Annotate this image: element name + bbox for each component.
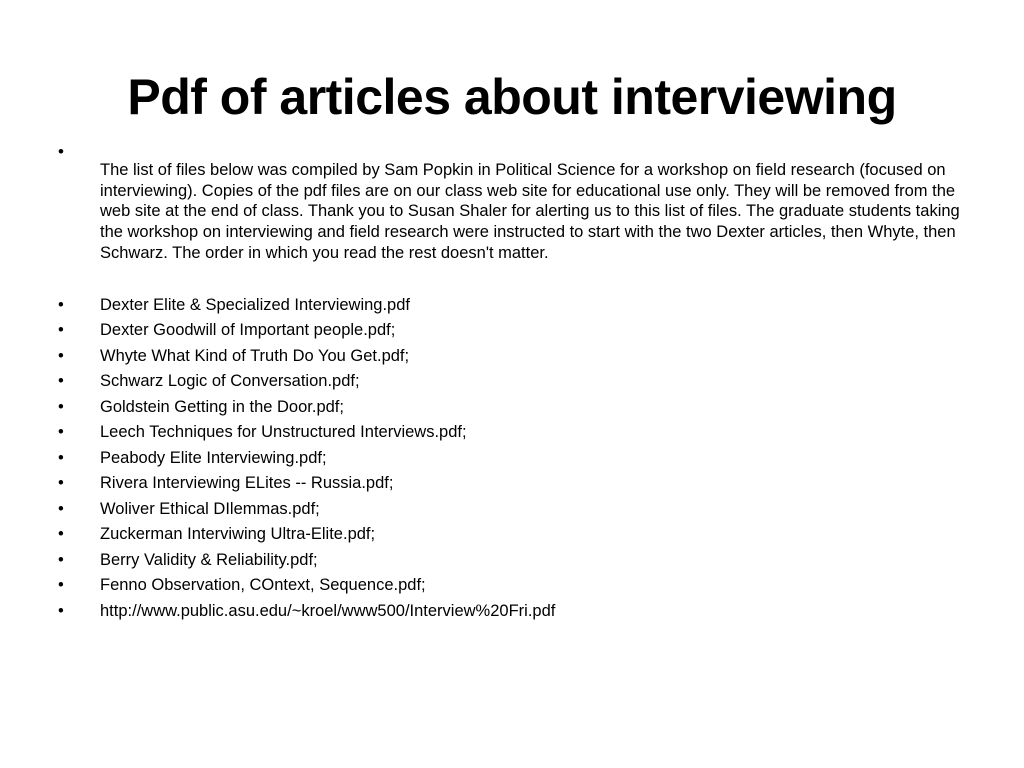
file-list-item [58,395,978,421]
bullet-icon: • [58,295,64,314]
file-name: Dexter Goodwill of Important people.pdf; [100,321,396,340]
bullet-icon: • [58,525,64,544]
file-url: http://www.public.asu.edu/~kroel/www500/Interview%20Fri.pdf [100,601,556,620]
file-list-item [58,369,978,395]
file-list-item [58,548,978,574]
file-list-item [58,573,978,599]
slide-title: Pdf of articles about interviewing [127,69,897,125]
slide-content [58,138,978,624]
bullet-icon: • [58,601,64,620]
bullet-icon: • [58,397,64,416]
file-name: Schwarz Logic of Conversation.pdf; [100,372,360,391]
file-list-item [58,318,978,344]
file-list-item [58,599,978,625]
bullet-icon: • [58,423,64,442]
intro-paragraph: The list of files below was compiled by Sam Popkin in Political Science for a workshop on field research (focused on interviewing). Copies of the pdf files are on our class web site for educational use only. They will be removed from the web site at the end of class. Thank you to Susan Shaler for alerting us to this list of files. The graduate students taking the workshop on interviewing and field research were instructed to start with the two Dexter articles, then Whyte, then Schwarz. The order in which you read the rest doesn't matter. [100,161,960,262]
file-name: Goldstein Getting in the Door.pdf; [100,397,344,416]
file-name: Rivera Interviewing ELites -- Russia.pdf; [100,474,394,493]
bullet-icon: • [58,321,64,340]
bullet-icon: • [58,474,64,493]
file-name: Dexter Elite & Specialized Interviewing.pdf [100,295,410,314]
bullet-icon: • [58,448,64,467]
file-list-item [58,293,978,319]
file-list-item [58,344,978,370]
bullet-icon: • [58,576,64,595]
file-name: Leech Techniques for Unstructured Interviews.pdf; [100,423,467,442]
bullet-icon: • [58,499,64,518]
file-list [58,293,978,625]
bullet-icon: • [58,372,64,391]
file-name: Whyte What Kind of Truth Do You Get.pdf; [100,346,410,365]
bullet-icon: • [58,550,64,569]
file-list-item [58,497,978,523]
intro-bullet-item [58,138,978,264]
file-list-item [58,471,978,497]
file-name: Zuckerman Interviwing Ultra-Elite.pdf; [100,525,376,544]
bullet-icon: • [58,346,64,365]
file-list-item [58,522,978,548]
file-name: Fenno Observation, COntext, Sequence.pdf; [100,576,426,595]
file-name: Berry Validity & Reliability.pdf; [100,550,318,569]
file-name: Woliver Ethical DIlemmas.pdf; [100,499,320,518]
file-name: Peabody Elite Interviewing.pdf; [100,448,327,467]
file-list-item [58,446,978,472]
file-list-item [58,420,978,446]
bullet-icon: • [58,142,64,161]
